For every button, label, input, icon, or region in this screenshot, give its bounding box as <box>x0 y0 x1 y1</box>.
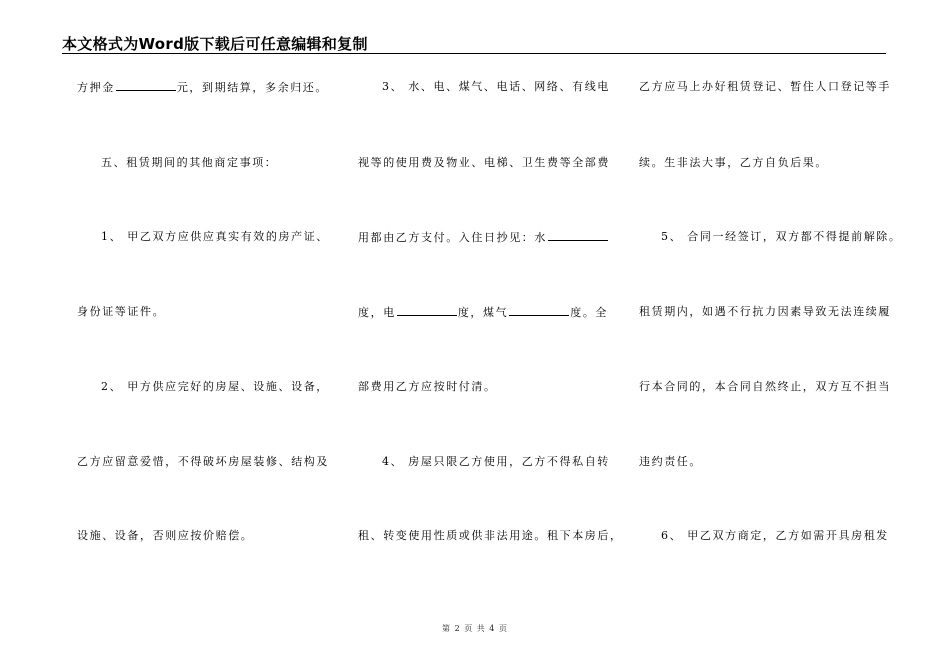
text-line: 3、 水、电、煤气、电话、网络、有线电 <box>382 80 610 93</box>
section-heading: 五、租赁期间的其他商定事项： <box>101 156 278 169</box>
text-line: 租赁期内，如遇不行抗力因素导致无法连续履 <box>639 305 891 318</box>
line-text: 方押金 <box>77 81 115 94</box>
line-text: 度，电 <box>358 306 396 319</box>
text-line: 部费用乙方应按时付清。 <box>358 380 497 393</box>
text-line: 乙方应留意爱惜，不得破坏房屋装修、结构及 <box>77 455 329 468</box>
text-line: 设施、设备，否则应按价赔偿。 <box>77 529 254 542</box>
text-line: 4、 房屋只限乙方使用，乙方不得私自转 <box>382 455 610 468</box>
text-line: 身份证等证件。 <box>77 305 166 318</box>
text-column-1 <box>77 0 327 672</box>
fill-in-blank <box>509 305 569 316</box>
text-line: 5、 合同一经签订，双方都不得提前解除。 <box>661 230 902 243</box>
text-line: 视等的使用费及物业、电梯、卫生费等全部费 <box>358 156 610 169</box>
text-line: 租、转变使用性质或供非法用途。租下本房后， <box>358 529 623 542</box>
text-line: 续。生非法大事，乙方自负后果。 <box>639 156 828 169</box>
page-number: 第 2 页 共 4 页 <box>442 624 508 633</box>
text-line: 2、 甲方供应完好的房屋、设施、设备， <box>101 380 329 393</box>
line-text: 度。全 <box>570 306 609 319</box>
fill-in-blank <box>397 305 457 316</box>
fill-in-blank <box>116 80 176 91</box>
text-line: 违约责任。 <box>639 455 702 468</box>
line-text: 用都由乙方支付。入住日抄见：水 <box>358 231 547 244</box>
line-text: 度，煤气 <box>457 306 509 319</box>
text-line: 乙方应马上办好租赁登记、暂住人口登记等手 <box>639 80 891 93</box>
text-line: 6、 甲乙双方商定，乙方如需开具房租发 <box>661 529 889 542</box>
text-line: 行本合同的，本合同自然终止，双方互不担当 <box>639 380 891 393</box>
text-line: 1、 甲乙双方应供应真实有效的房产证、 <box>101 230 329 243</box>
text-column-3 <box>639 0 902 672</box>
text-column-2 <box>358 0 623 672</box>
text-line <box>77 80 328 95</box>
document-header-title: 本文格式为Word版下载后可任意编辑和复制 <box>62 35 368 53</box>
line-text: 元，到期结算，多余归还。 <box>176 81 329 94</box>
text-line <box>358 305 608 320</box>
fill-in-blank <box>548 230 608 241</box>
text-line <box>358 230 609 245</box>
